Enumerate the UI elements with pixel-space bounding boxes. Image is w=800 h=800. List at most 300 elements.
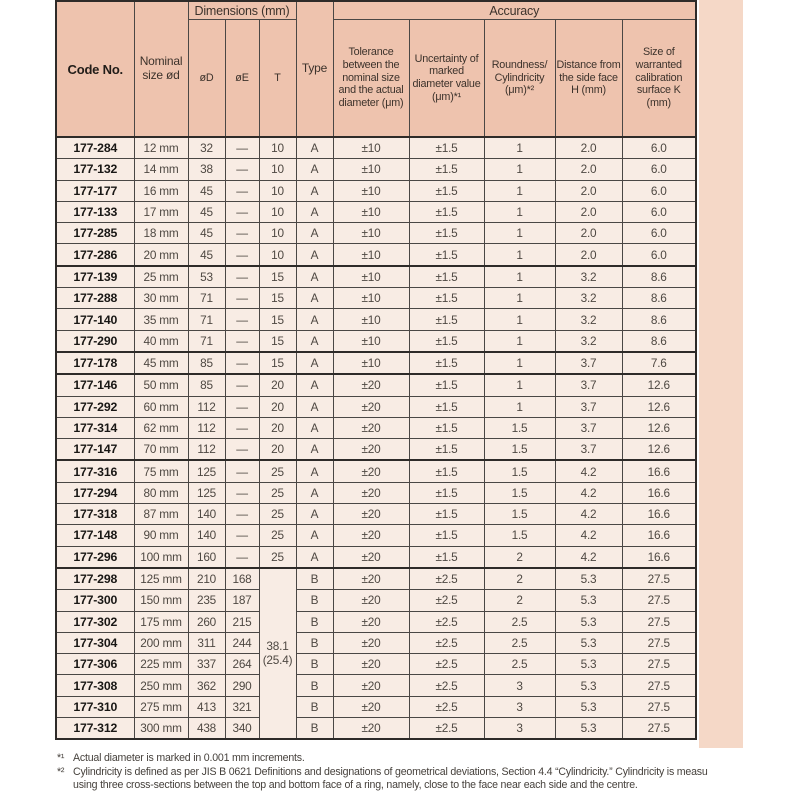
cell-od: 140	[188, 525, 225, 546]
table-row	[56, 309, 696, 330]
cell-code-no: 177-285	[56, 223, 134, 244]
cell-type: A	[296, 159, 333, 180]
cell-surface-k: 27.5	[622, 568, 696, 590]
cell-distance-h: 2.0	[555, 244, 622, 266]
cell-oe: —	[225, 396, 259, 417]
cell-type: A	[296, 374, 333, 396]
cell-roundness: 2	[484, 590, 555, 611]
cell-nominal-size: 62 mm	[134, 417, 188, 438]
cell-roundness: 1	[484, 352, 555, 374]
cell-code-no: 177-284	[56, 137, 134, 159]
table-row	[56, 675, 696, 696]
table-row	[56, 159, 696, 180]
table-row	[56, 396, 696, 417]
cell-code-no: 177-300	[56, 590, 134, 611]
table-row	[56, 482, 696, 503]
cell-distance-h: 5.3	[555, 590, 622, 611]
cell-t: 15	[259, 266, 296, 288]
cell-type: A	[296, 330, 333, 352]
cell-uncertainty: ±1.5	[409, 396, 484, 417]
cell-surface-k: 6.0	[622, 201, 696, 222]
cell-t: 25	[259, 546, 296, 568]
page-background-strip	[699, 0, 743, 748]
cell-type: B	[296, 632, 333, 653]
table-row	[56, 718, 696, 740]
cell-uncertainty: ±2.5	[409, 611, 484, 632]
cell-distance-h: 2.0	[555, 223, 622, 244]
cell-t: 10	[259, 244, 296, 266]
cell-od: 71	[188, 288, 225, 309]
cell-oe: —	[225, 439, 259, 461]
cell-distance-h: 2.0	[555, 180, 622, 201]
cell-type: B	[296, 675, 333, 696]
cell-roundness: 1	[484, 266, 555, 288]
cell-roundness: 2.5	[484, 611, 555, 632]
cell-tolerance: ±20	[333, 654, 409, 675]
cell-uncertainty: ±1.5	[409, 201, 484, 222]
cell-surface-k: 7.6	[622, 352, 696, 374]
cell-oe: —	[225, 417, 259, 438]
cell-oe: —	[225, 201, 259, 222]
cell-tolerance: ±10	[333, 244, 409, 266]
cell-type: B	[296, 611, 333, 632]
cell-uncertainty: ±1.5	[409, 180, 484, 201]
cell-nominal-size: 300 mm	[134, 718, 188, 740]
cell-t: 20	[259, 374, 296, 396]
cell-surface-k: 12.6	[622, 439, 696, 461]
cell-od: 140	[188, 504, 225, 525]
cell-tolerance: ±20	[333, 632, 409, 653]
cell-distance-h: 4.2	[555, 525, 622, 546]
cell-code-no: 177-146	[56, 374, 134, 396]
cell-surface-k: 6.0	[622, 159, 696, 180]
cell-uncertainty: ±2.5	[409, 654, 484, 675]
spec-table-header	[56, 1, 696, 137]
cell-oe: 244	[225, 632, 259, 653]
cell-distance-h: 3.2	[555, 309, 622, 330]
cell-nominal-size: 30 mm	[134, 288, 188, 309]
cell-code-no: 177-133	[56, 201, 134, 222]
cell-code-no: 177-290	[56, 330, 134, 352]
cell-type: A	[296, 352, 333, 374]
cell-surface-k: 16.6	[622, 504, 696, 525]
cell-nominal-size: 45 mm	[134, 352, 188, 374]
table-row	[56, 696, 696, 717]
cell-od: 160	[188, 546, 225, 568]
cell-tolerance: ±20	[333, 546, 409, 568]
cell-t: 20	[259, 417, 296, 438]
cell-oe: 215	[225, 611, 259, 632]
cell-tolerance: ±20	[333, 675, 409, 696]
cell-t: 15	[259, 309, 296, 330]
cell-tolerance: ±10	[333, 309, 409, 330]
cell-tolerance: ±10	[333, 180, 409, 201]
cell-distance-h: 3.7	[555, 439, 622, 461]
table-row	[56, 504, 696, 525]
col-header-t: T	[259, 20, 296, 138]
cell-code-no: 177-302	[56, 611, 134, 632]
table-row	[56, 352, 696, 374]
cell-oe: —	[225, 309, 259, 330]
cell-t: 20	[259, 439, 296, 461]
cell-tolerance: ±20	[333, 525, 409, 546]
cell-surface-k: 16.6	[622, 546, 696, 568]
cell-oe: —	[225, 266, 259, 288]
cell-code-no: 177-318	[56, 504, 134, 525]
cell-od: 112	[188, 417, 225, 438]
cell-code-no: 177-304	[56, 632, 134, 653]
cell-roundness: 3	[484, 718, 555, 740]
cell-surface-k: 16.6	[622, 525, 696, 546]
header-group-row	[56, 1, 696, 20]
cell-uncertainty: ±1.5	[409, 137, 484, 159]
cell-t: 25	[259, 460, 296, 482]
cell-uncertainty: ±1.5	[409, 223, 484, 244]
footnote-text: Actual diameter is marked in 0.001 mm increments.	[73, 752, 305, 764]
cell-distance-h: 5.3	[555, 675, 622, 696]
cell-tolerance: ±20	[333, 460, 409, 482]
cell-nominal-size: 14 mm	[134, 159, 188, 180]
setting-ring-spec-table	[55, 0, 697, 740]
cell-oe: 168	[225, 568, 259, 590]
cell-nominal-size: 87 mm	[134, 504, 188, 525]
spec-table-body	[56, 137, 696, 739]
cell-oe: 187	[225, 590, 259, 611]
col-header-roundness-cylindricity: Roundness/ Cylindricity (μm)*²	[484, 20, 555, 138]
table-row	[56, 439, 696, 461]
cell-oe: —	[225, 244, 259, 266]
cell-uncertainty: ±1.5	[409, 244, 484, 266]
cell-uncertainty: ±1.5	[409, 374, 484, 396]
cell-code-no: 177-310	[56, 696, 134, 717]
cell-t: 10	[259, 201, 296, 222]
cell-surface-k: 27.5	[622, 675, 696, 696]
col-header-tolerance: Tolerance between the nominal size and the actual diameter (μm)	[333, 20, 409, 138]
cell-tolerance: ±10	[333, 352, 409, 374]
cell-t: 10	[259, 159, 296, 180]
footnote-marker: *²	[57, 765, 65, 778]
cell-oe: 340	[225, 718, 259, 740]
cell-tolerance: ±10	[333, 201, 409, 222]
cell-od: 311	[188, 632, 225, 653]
cell-oe: 264	[225, 654, 259, 675]
cell-code-no: 177-147	[56, 439, 134, 461]
cell-roundness: 1	[484, 223, 555, 244]
cell-roundness: 1	[484, 288, 555, 309]
cell-code-no: 177-308	[56, 675, 134, 696]
cell-od: 260	[188, 611, 225, 632]
cell-surface-k: 16.6	[622, 482, 696, 503]
cell-code-no: 177-286	[56, 244, 134, 266]
cell-type: B	[296, 568, 333, 590]
cell-distance-h: 5.3	[555, 718, 622, 740]
cell-uncertainty: ±1.5	[409, 482, 484, 503]
table-row	[56, 568, 696, 590]
cell-distance-h: 4.2	[555, 460, 622, 482]
cell-type: A	[296, 244, 333, 266]
cell-oe: —	[225, 525, 259, 546]
cell-type: B	[296, 654, 333, 675]
table-row	[56, 546, 696, 568]
cell-od: 45	[188, 223, 225, 244]
cell-surface-k: 8.6	[622, 330, 696, 352]
cell-surface-k: 6.0	[622, 137, 696, 159]
cell-type: A	[296, 525, 333, 546]
cell-type: A	[296, 201, 333, 222]
cell-nominal-size: 40 mm	[134, 330, 188, 352]
cell-uncertainty: ±1.5	[409, 159, 484, 180]
table-row	[56, 244, 696, 266]
table-row	[56, 201, 696, 222]
cell-roundness: 1	[484, 309, 555, 330]
cell-nominal-size: 100 mm	[134, 546, 188, 568]
cell-t-merged: 38.1 (25.4)	[259, 568, 296, 739]
cell-code-no: 177-306	[56, 654, 134, 675]
cell-uncertainty: ±1.5	[409, 352, 484, 374]
cell-t: 10	[259, 137, 296, 159]
cell-surface-k: 6.0	[622, 244, 696, 266]
table-row	[56, 611, 696, 632]
cell-nominal-size: 50 mm	[134, 374, 188, 396]
cell-uncertainty: ±2.5	[409, 568, 484, 590]
col-header-warranted-surface-k: Size of warranted calibration surface K (mm)	[622, 20, 696, 138]
cell-code-no: 177-316	[56, 460, 134, 482]
cell-oe: —	[225, 504, 259, 525]
cell-uncertainty: ±1.5	[409, 439, 484, 461]
cell-distance-h: 4.2	[555, 504, 622, 525]
cell-t: 10	[259, 223, 296, 244]
cell-t: 25	[259, 504, 296, 525]
cell-roundness: 1	[484, 374, 555, 396]
table-row	[56, 374, 696, 396]
cell-type: A	[296, 180, 333, 201]
footnote-text: using three cross-sections between the top and bottom face of a ring, namely, close to the face near each side and the centre.	[73, 779, 638, 791]
col-header-code-no: Code No.	[56, 1, 134, 137]
cell-distance-h: 3.7	[555, 374, 622, 396]
cell-uncertainty: ±1.5	[409, 330, 484, 352]
cell-surface-k: 8.6	[622, 309, 696, 330]
cell-distance-h: 5.3	[555, 696, 622, 717]
cell-surface-k: 27.5	[622, 611, 696, 632]
cell-od: 413	[188, 696, 225, 717]
footnote-line	[57, 766, 800, 780]
table-row	[56, 654, 696, 675]
cell-tolerance: ±20	[333, 718, 409, 740]
cell-distance-h: 3.2	[555, 266, 622, 288]
cell-code-no: 177-298	[56, 568, 134, 590]
cell-nominal-size: 200 mm	[134, 632, 188, 653]
table-row	[56, 180, 696, 201]
cell-code-no: 177-296	[56, 546, 134, 568]
col-header-oe: øE	[225, 20, 259, 138]
cell-surface-k: 27.5	[622, 654, 696, 675]
cell-od: 71	[188, 330, 225, 352]
cell-roundness: 1.5	[484, 439, 555, 461]
cell-nominal-size: 125 mm	[134, 568, 188, 590]
cell-nominal-size: 250 mm	[134, 675, 188, 696]
cell-distance-h: 3.7	[555, 352, 622, 374]
cell-od: 235	[188, 590, 225, 611]
cell-roundness: 2	[484, 546, 555, 568]
cell-nominal-size: 12 mm	[134, 137, 188, 159]
cell-roundness: 3	[484, 675, 555, 696]
cell-surface-k: 16.6	[622, 460, 696, 482]
cell-t: 15	[259, 330, 296, 352]
cell-uncertainty: ±1.5	[409, 546, 484, 568]
cell-tolerance: ±10	[333, 266, 409, 288]
footnote-line	[57, 779, 800, 793]
cell-type: A	[296, 482, 333, 503]
cell-uncertainty: ±1.5	[409, 266, 484, 288]
cell-surface-k: 27.5	[622, 696, 696, 717]
cell-distance-h: 3.7	[555, 396, 622, 417]
cell-tolerance: ±20	[333, 396, 409, 417]
cell-od: 438	[188, 718, 225, 740]
cell-uncertainty: ±2.5	[409, 675, 484, 696]
cell-od: 112	[188, 396, 225, 417]
footnote-line	[57, 752, 800, 766]
cell-tolerance: ±10	[333, 137, 409, 159]
cell-roundness: 1.5	[484, 460, 555, 482]
cell-type: A	[296, 417, 333, 438]
cell-type: A	[296, 288, 333, 309]
cell-tolerance: ±10	[333, 159, 409, 180]
cell-od: 85	[188, 352, 225, 374]
cell-code-no: 177-178	[56, 352, 134, 374]
cell-oe: —	[225, 374, 259, 396]
cell-type: A	[296, 504, 333, 525]
col-header-nominal-size: Nominal size ød	[134, 1, 188, 137]
cell-distance-h: 5.3	[555, 611, 622, 632]
col-group-dimensions: Dimensions (mm)	[188, 1, 296, 20]
cell-code-no: 177-139	[56, 266, 134, 288]
footnote-marker: *¹	[57, 752, 65, 764]
cell-surface-k: 12.6	[622, 396, 696, 417]
cell-uncertainty: ±1.5	[409, 309, 484, 330]
cell-tolerance: ±20	[333, 696, 409, 717]
cell-od: 125	[188, 482, 225, 503]
cell-surface-k: 27.5	[622, 718, 696, 740]
table-row	[56, 330, 696, 352]
cell-oe: 290	[225, 675, 259, 696]
cell-tolerance: ±20	[333, 482, 409, 503]
cell-code-no: 177-292	[56, 396, 134, 417]
cell-type: A	[296, 266, 333, 288]
cell-roundness: 1	[484, 137, 555, 159]
cell-od: 71	[188, 309, 225, 330]
cell-tolerance: ±20	[333, 590, 409, 611]
col-header-uncertainty: Uncertainty of marked diameter value (μm)*¹	[409, 20, 484, 138]
cell-t: 20	[259, 396, 296, 417]
table-row	[56, 525, 696, 546]
cell-tolerance: ±20	[333, 374, 409, 396]
cell-surface-k: 12.6	[622, 417, 696, 438]
cell-t: 25	[259, 525, 296, 546]
cell-roundness: 1.5	[484, 482, 555, 503]
col-header-distance-side-face-h: Distance from the side face H (mm)	[555, 20, 622, 138]
cell-roundness: 2.5	[484, 654, 555, 675]
cell-nominal-size: 17 mm	[134, 201, 188, 222]
cell-od: 362	[188, 675, 225, 696]
cell-type: A	[296, 439, 333, 461]
table-row	[56, 266, 696, 288]
cell-surface-k: 12.6	[622, 374, 696, 396]
cell-type: A	[296, 137, 333, 159]
cell-type: A	[296, 396, 333, 417]
cell-nominal-size: 16 mm	[134, 180, 188, 201]
cell-nominal-size: 70 mm	[134, 439, 188, 461]
cell-oe: —	[225, 159, 259, 180]
table-row	[56, 417, 696, 438]
cell-oe: —	[225, 223, 259, 244]
cell-code-no: 177-140	[56, 309, 134, 330]
cell-roundness: 1	[484, 180, 555, 201]
cell-tolerance: ±10	[333, 223, 409, 244]
table-row	[56, 223, 696, 244]
footnote-text: Cylindricity is defined as per JIS B 0621 Definitions and designations of geometrical deviations, Section 4.4 “Cylindricity.” Cylindricity is measu	[73, 765, 708, 778]
cell-roundness: 1	[484, 330, 555, 352]
cell-distance-h: 3.7	[555, 417, 622, 438]
cell-uncertainty: ±1.5	[409, 504, 484, 525]
cell-distance-h: 2.0	[555, 137, 622, 159]
cell-distance-h: 4.2	[555, 482, 622, 503]
cell-od: 53	[188, 266, 225, 288]
cell-type: B	[296, 718, 333, 740]
cell-tolerance: ±20	[333, 504, 409, 525]
cell-distance-h: 2.0	[555, 201, 622, 222]
cell-distance-h: 5.3	[555, 654, 622, 675]
footnote-marker	[57, 779, 73, 793]
cell-distance-h: 4.2	[555, 546, 622, 568]
footnotes	[57, 752, 800, 793]
cell-od: 112	[188, 439, 225, 461]
cell-roundness: 2.5	[484, 632, 555, 653]
cell-code-no: 177-314	[56, 417, 134, 438]
cell-roundness: 2	[484, 568, 555, 590]
cell-t: 10	[259, 180, 296, 201]
cell-type: A	[296, 223, 333, 244]
cell-oe: —	[225, 546, 259, 568]
cell-roundness: 1	[484, 396, 555, 417]
cell-od: 45	[188, 201, 225, 222]
cell-oe: —	[225, 482, 259, 503]
cell-tolerance: ±20	[333, 417, 409, 438]
cell-tolerance: ±10	[333, 330, 409, 352]
cell-roundness: 1.5	[484, 525, 555, 546]
cell-distance-h: 3.2	[555, 330, 622, 352]
cell-uncertainty: ±2.5	[409, 590, 484, 611]
cell-oe: —	[225, 288, 259, 309]
table-row	[56, 137, 696, 159]
cell-oe: —	[225, 180, 259, 201]
cell-od: 32	[188, 137, 225, 159]
cell-surface-k: 8.6	[622, 266, 696, 288]
cell-oe: 321	[225, 696, 259, 717]
cell-od: 45	[188, 180, 225, 201]
col-header-type: Type	[296, 1, 333, 137]
cell-type: A	[296, 546, 333, 568]
cell-uncertainty: ±1.5	[409, 525, 484, 546]
cell-roundness: 1	[484, 201, 555, 222]
col-group-accuracy: Accuracy	[333, 1, 696, 20]
cell-roundness: 1.5	[484, 417, 555, 438]
cell-uncertainty: ±1.5	[409, 417, 484, 438]
cell-tolerance: ±20	[333, 568, 409, 590]
table-row	[56, 288, 696, 309]
cell-nominal-size: 90 mm	[134, 525, 188, 546]
table-row	[56, 460, 696, 482]
cell-t: 15	[259, 352, 296, 374]
